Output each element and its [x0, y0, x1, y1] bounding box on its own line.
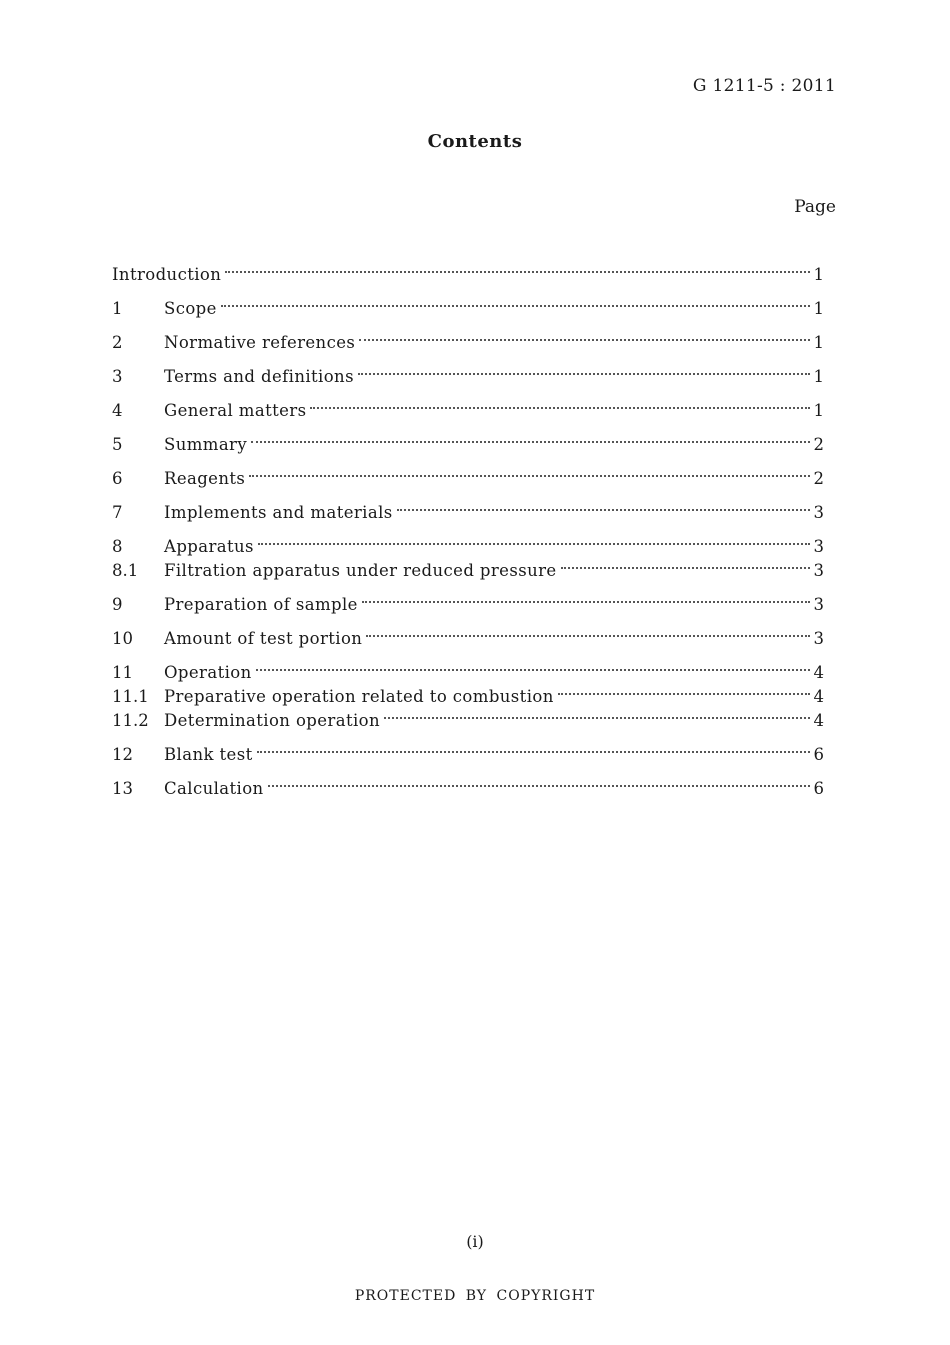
toc-entry-label: Operation	[164, 663, 252, 682]
toc-entry-determination-operation[interactable]	[112, 702, 824, 730]
toc-entry-label: Reagents	[164, 469, 246, 488]
toc-entry-number: 6	[112, 469, 123, 488]
toc-entry-page: 2	[813, 469, 824, 488]
toc-entry-number: 3	[112, 367, 123, 386]
dot-leader	[256, 654, 810, 678]
toc-entry-number: 7	[112, 503, 123, 522]
toc-entry-page: 1	[813, 367, 824, 386]
toc-entry-label: Terms and definitions	[164, 367, 354, 386]
dot-leader	[366, 620, 809, 644]
toc-entry-terms-and-definitions[interactable]	[112, 358, 824, 386]
dot-leader	[268, 770, 810, 794]
toc-entry-number: 5	[112, 435, 123, 454]
page-title: Contents	[427, 131, 523, 152]
page-number: (i)	[466, 1232, 484, 1251]
dot-leader	[358, 358, 810, 382]
dot-leader	[558, 678, 810, 702]
toc-entry-page: 1	[813, 333, 824, 352]
toc-entry-apparatus[interactable]	[112, 528, 824, 556]
toc-entry-page: 1	[813, 299, 824, 318]
toc-entry-label: Filtration apparatus under reduced pressure	[164, 561, 557, 580]
toc-entry-number: 8.1	[112, 561, 139, 580]
toc-entry-blank-test[interactable]	[112, 736, 824, 764]
toc-entry-summary[interactable]	[112, 426, 824, 454]
toc-entry-number: 11.2	[112, 711, 149, 730]
toc-entry-label: Preparative operation related to combustion	[164, 687, 554, 706]
toc-entry-page: 3	[813, 537, 824, 556]
toc-entry-preparative-operation[interactable]	[112, 678, 824, 706]
toc-entry-reagents[interactable]	[112, 460, 824, 488]
standard-identifier: G 1211-5 : 2011	[692, 76, 836, 96]
toc-entry-page: 6	[813, 745, 824, 764]
toc-entry-page: 6	[813, 779, 824, 798]
toc-entry-label: Blank test	[164, 745, 253, 764]
dot-leader	[384, 702, 809, 726]
toc-entry-label: Amount of test portion	[164, 629, 363, 648]
toc-entry-page: 4	[813, 711, 824, 730]
toc-entry-page: 3	[813, 561, 824, 580]
copyright-notice: PROTECTED BY COPYRIGHT	[354, 1288, 596, 1304]
toc-entry-amount-of-test-portion[interactable]	[112, 620, 824, 648]
toc-entry-number: 4	[112, 401, 123, 420]
toc-entry-page: 1	[813, 265, 824, 284]
toc-entry-number: 11	[112, 663, 133, 682]
toc-entry-page: 1	[813, 401, 824, 420]
toc-entry-label: Preparation of sample	[164, 595, 358, 614]
toc-entry-page: 3	[813, 595, 824, 614]
table-of-contents	[112, 256, 824, 798]
dot-leader	[249, 460, 809, 484]
toc-entry-number: 12	[112, 745, 133, 764]
toc-entry-label: Apparatus	[164, 537, 254, 556]
toc-entry-label: Summary	[164, 435, 248, 454]
dot-leader	[561, 552, 810, 576]
dot-leader	[359, 324, 809, 348]
toc-entry-preparation-of-sample[interactable]	[112, 586, 824, 614]
dot-leader	[251, 426, 809, 450]
toc-entry-number: 13	[112, 779, 133, 798]
dot-leader	[257, 736, 810, 760]
toc-entry-implements-and-materials[interactable]	[112, 494, 824, 522]
toc-entry-label: Scope	[164, 299, 217, 318]
toc-entry-page: 4	[813, 687, 824, 706]
toc-entry-label: General matters	[164, 401, 307, 420]
toc-entry-label: Determination operation	[164, 711, 381, 730]
toc-entry-page: 3	[813, 503, 824, 522]
toc-entry-normative-references[interactable]	[112, 324, 824, 352]
toc-entry-label: Implements and materials	[164, 503, 393, 522]
toc-entry-page: 3	[813, 629, 824, 648]
toc-entry-number: 9	[112, 595, 123, 614]
dot-leader	[258, 528, 810, 552]
dot-leader	[397, 494, 810, 518]
toc-entry-general-matters[interactable]	[112, 392, 824, 420]
dot-leader	[310, 392, 809, 416]
dot-leader	[221, 290, 810, 314]
toc-entry-calculation[interactable]	[112, 770, 824, 798]
page-column-label: Page	[794, 197, 836, 217]
toc-entry-label: Normative references	[164, 333, 356, 352]
dot-leader	[225, 256, 809, 280]
dot-leader	[362, 586, 810, 610]
toc-entry-page: 4	[813, 663, 824, 682]
toc-entry-page: 2	[813, 435, 824, 454]
toc-entry-scope[interactable]	[112, 290, 824, 318]
toc-entry-label: Calculation	[164, 779, 264, 798]
toc-entry-number: 8	[112, 537, 123, 556]
toc-entry-number: 2	[112, 333, 123, 352]
toc-entry-number: 11.1	[112, 687, 149, 706]
toc-entry-operation[interactable]	[112, 654, 824, 682]
toc-entry-filtration-apparatus[interactable]	[112, 552, 824, 580]
toc-entry-label: Introduction	[112, 265, 222, 284]
toc-entry-number: 1	[112, 299, 123, 318]
toc-entry-number: 10	[112, 629, 133, 648]
toc-entry-introduction[interactable]	[112, 256, 824, 284]
